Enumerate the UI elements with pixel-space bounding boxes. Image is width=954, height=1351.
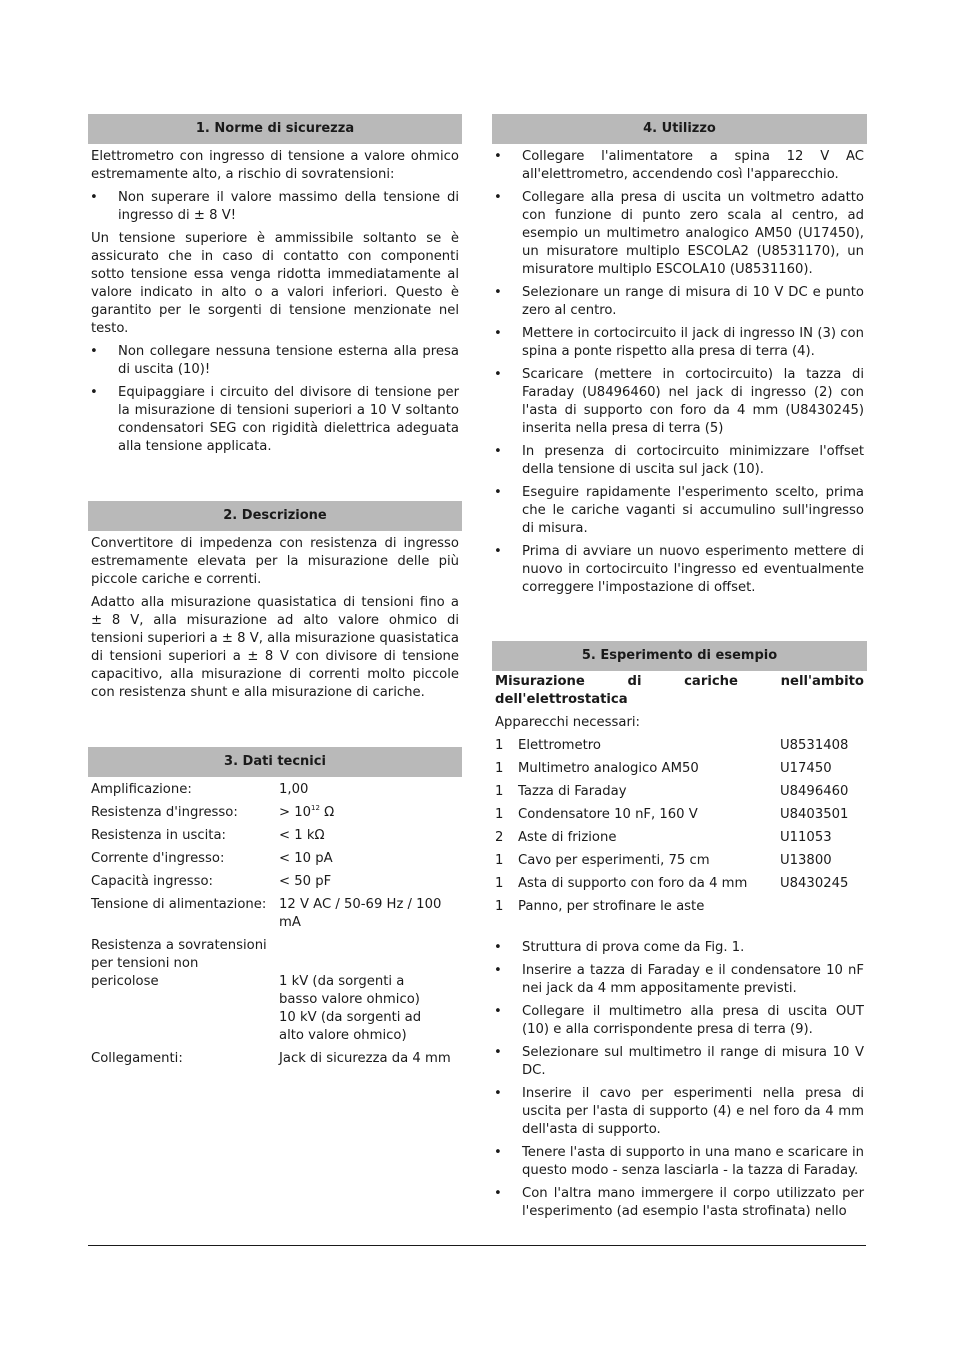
bullet-text: In presenza di cortocircuito minimizzare l'offset della tensione di uscita sul jack (10). [522, 444, 864, 477]
equipment-name: Multimetro analogico AM50 [518, 761, 699, 776]
example-step [492, 939, 864, 957]
bullet-glyph: • [494, 1186, 502, 1201]
example-subtitle: Misurazione di cariche nell'ambito dell'elettrostatica [495, 674, 864, 707]
section-heading-safety: 1. Norme di sicurezza [88, 114, 462, 144]
bullet-text: Selezionare un range di misura di 10 V DC e punto zero al centro. [522, 285, 864, 318]
equipment-name: Condensatore 10 nF, 160 V [518, 807, 698, 822]
bullet-text: Eseguire rapidamente l'esperimento scelto, prima che le cariche vaganti si accumulino sull'ingresso di misura. [522, 485, 864, 536]
bullet-text: Selezionare sul multimetro il range di misura 10 V DC. [522, 1045, 864, 1078]
description-paragraph: Convertitore di impedenza con resistenza di ingresso estremamente elevata per la misurazione delle più piccole cariche e correnti. [91, 536, 459, 587]
left-column [88, 114, 462, 1073]
equipment-row [495, 829, 864, 847]
safety-intro: Elettrometro con ingresso di tensione a valore ohmico estremamente alto, a rischio di sovratensioni: [91, 149, 459, 182]
section-heading-usage: 4. Utilizzo [492, 114, 867, 144]
bullet-text: Prima di avviare un nuovo esperimento mettere di nuovo in cortocircuito l'ingresso ed eventualmente correggere l'impostazione di offset. [522, 544, 864, 595]
tech-label-line: pericolose [91, 974, 159, 989]
equipment-quantity: 1 [495, 761, 504, 776]
tech-label: Resistenza d'ingresso: [91, 805, 238, 820]
tech-label: Collegamenti: [91, 1051, 183, 1066]
tech-row-connections [91, 1050, 459, 1068]
tech-row-surge [91, 937, 459, 1045]
tech-value-base: > 10 [279, 805, 312, 820]
bullet-glyph: • [90, 344, 98, 359]
bullet-glyph: • [90, 190, 98, 205]
bullet-text: Collegare alla presa di uscita un voltmetro adatto con funzione di punto zero scala al centro, ad esempio un multimetro analogico AM50 (U17450), un misuratore multiplo ESCOLA2 (U8531170), un misuratore multiplo ESCOLA10 (U8531160). [522, 190, 864, 277]
tech-value-line: 1 kV (da sorgenti a [279, 974, 405, 989]
usage-step [492, 484, 864, 538]
tech-value [279, 937, 459, 1045]
bullet-glyph: • [494, 149, 502, 164]
bullet-text: Struttura di prova come da Fig. 1. [522, 940, 745, 955]
tech-value: Jack di sicurezza da 4 mm [279, 1051, 451, 1066]
safety-bullet [88, 384, 459, 456]
tech-label [91, 937, 279, 1045]
tech-label: Amplificazione: [91, 782, 192, 797]
equipment-code: U8403501 [780, 807, 849, 822]
tech-label-line: Resistenza a sovratensioni [91, 938, 267, 953]
equipment-quantity: 1 [495, 738, 504, 753]
equipment-name: Tazza di Faraday [518, 784, 627, 799]
tech-row [91, 850, 459, 868]
equipment-code: U8496460 [780, 784, 849, 799]
safety-bullet [88, 189, 459, 225]
section-heading-technical-data: 3. Dati tecnici [88, 747, 462, 777]
tech-label: Capacità ingresso: [91, 874, 213, 889]
tech-value: < 1 kΩ [279, 828, 325, 843]
bullet-text: Collegare il multimetro alla presa di uscita OUT (10) e alla corrispondente presa di terra (9). [522, 1004, 864, 1037]
usage-step [492, 325, 864, 361]
bullet-glyph: • [494, 1004, 502, 1019]
right-column [492, 114, 867, 1226]
description-paragraph: Adatto alla misurazione quasistatica di tensioni fino a ± 8 V, alla misurazione ad alto valore ohmico di tensioni superiori a ± 8 V, alla misurazione quasistatica di tensioni superiori a ± 8 V con divisore di tensione capacitivo, alla misurazione di correnti molto piccole con resistenza shunt e alla misurazione di cariche. [91, 595, 459, 700]
equipment-quantity: 1 [495, 899, 504, 914]
footer-rule [88, 1245, 866, 1246]
bullet-glyph: • [494, 1045, 502, 1060]
bullet-glyph: • [494, 285, 502, 300]
technical-data-table [88, 781, 462, 932]
bullet-glyph: • [494, 485, 502, 500]
bullet-text: Equipaggiare i circuito del divisore di tensione per la misurazione di tensioni superiori a 10 V soltanto condensatori SEG con rigidità dielettrica adeguata alla tensione applicata. [118, 385, 459, 454]
example-steps-list [492, 939, 867, 1221]
bullet-text: Non collegare nessuna tensione esterna alla presa di uscita (10)! [118, 344, 459, 377]
equipment-code: U17450 [780, 761, 832, 776]
usage-step [492, 189, 864, 279]
equipment-row [495, 806, 864, 824]
equipment-quantity: 1 [495, 807, 504, 822]
bullet-text: Inserire a tazza di Faraday e il condensatore 10 nF nei jack da 4 mm appositamente previsti. [522, 963, 864, 996]
tech-value: 12 V AC / 50-69 Hz / 100 mA [279, 897, 442, 930]
bullet-glyph: • [494, 1086, 502, 1101]
example-step [492, 1003, 864, 1039]
equipment-row [495, 898, 864, 916]
equipment-quantity: 1 [495, 853, 504, 868]
equipment-row [495, 875, 864, 893]
tech-value-line: basso valore ohmico) [279, 992, 420, 1007]
bullet-glyph: • [494, 1145, 502, 1160]
example-step [492, 1144, 864, 1180]
equipment-name: Aste di frizione [518, 830, 617, 845]
bullet-text: Tenere l'asta di supporto in una mano e scaricare in questo modo - senza lasciarla - la tazza di Faraday. [522, 1145, 864, 1178]
equipment-name: Asta di supporto con foro da 4 mm [518, 876, 748, 891]
tech-row [91, 827, 459, 845]
tech-value: < 10 pA [279, 851, 333, 866]
equipment-code: U8531408 [780, 738, 849, 753]
bullet-text: Mettere in cortocircuito il jack di ingresso IN (3) con spina a ponte rispetto alla presa di terra (4). [522, 326, 864, 359]
equipment-quantity: 1 [495, 784, 504, 799]
equipment-code: U13800 [780, 853, 832, 868]
usage-list [492, 148, 867, 597]
tech-value-line: alto valore ohmico) [279, 1028, 407, 1043]
bullet-glyph: • [494, 367, 502, 382]
tech-value [279, 804, 459, 822]
tech-label: Resistenza in uscita: [91, 828, 226, 843]
tech-row [91, 873, 459, 891]
safety-bullet [88, 343, 459, 379]
bullet-text: Non superare il valore massimo della tensione di ingresso di ± 8 V! [118, 190, 459, 223]
bullet-glyph: • [494, 190, 502, 205]
equipment-name: Cavo per esperimenti, 75 cm [518, 853, 710, 868]
tech-row [91, 804, 459, 822]
tech-row [91, 781, 459, 799]
bullet-glyph: • [494, 444, 502, 459]
equipment-row [495, 852, 864, 870]
section-heading-description: 2. Descrizione [88, 501, 462, 531]
equipment-code [780, 898, 864, 916]
usage-step [492, 543, 864, 597]
bullet-text: Con l'altra mano immergere il corpo utilizzato per l'esperimento (ad esempio l'asta strofinata) nello [522, 1186, 864, 1219]
usage-step [492, 366, 864, 438]
usage-step [492, 284, 864, 320]
bullet-text: Inserire il cavo per esperimenti nella presa di uscita per l'asta di supporto (4) e nel foro da 4 mm dell'asta di supporto. [522, 1086, 864, 1137]
tech-value-line: 10 kV (da sorgenti ad [279, 1010, 422, 1025]
tech-value-unit: Ω [319, 805, 335, 820]
tech-label-line: per tensioni non [91, 956, 199, 971]
equipment-name: Elettrometro [518, 738, 601, 753]
tech-value-exponent: 12 [311, 804, 320, 812]
equipment-name: Panno, per strofinare le aste [518, 899, 705, 914]
equipment-row [495, 760, 864, 778]
equipment-code: U8430245 [780, 876, 849, 891]
tech-row [91, 896, 459, 932]
usage-step [492, 443, 864, 479]
equipment-quantity: 1 [495, 876, 504, 891]
example-step [492, 1044, 864, 1080]
tech-label: Tensione di alimentazione: [91, 897, 267, 912]
equipment-row [495, 737, 864, 755]
equipment-needed-label: Apparecchi necessari: [495, 715, 640, 730]
tech-value: 1,00 [279, 782, 309, 797]
equipment-list [492, 737, 867, 916]
equipment-code: U11053 [780, 830, 832, 845]
bullet-text: Scaricare (mettere in cortocircuito) la tazza di Faraday (U8496460) nel jack di ingresso (2) con l'asta di supporto con foro da 4 mm (U8430245) inserita nella presa di terra (5) [522, 367, 864, 436]
example-step [492, 1085, 864, 1139]
tech-label: Corrente d'ingresso: [91, 851, 225, 866]
usage-step [492, 148, 864, 184]
bullet-glyph: • [494, 940, 502, 955]
example-step [492, 1185, 864, 1221]
bullet-glyph: • [494, 326, 502, 341]
tech-value: < 50 pF [279, 874, 332, 889]
bullet-glyph: • [494, 544, 502, 559]
example-step [492, 962, 864, 998]
bullet-glyph: • [494, 963, 502, 978]
bullet-glyph: • [90, 385, 98, 400]
equipment-row [495, 783, 864, 801]
section-heading-example: 5. Esperimento di esempio [492, 641, 867, 671]
bullet-text: Collegare l'alimentatore a spina 12 V AC all'elettrometro, accendendo così l'apparecchio. [522, 149, 864, 182]
safety-paragraph: Un tensione superiore è ammissibile soltanto se è assicurato che in caso di contatto con componenti sotto tensione essa venga ridotta immediatamente al valore indicato in alto o a valori inferiori. Questo è garantito per le sorgenti di tensione menzionate nel testo. [91, 231, 459, 336]
equipment-quantity: 2 [495, 830, 504, 845]
